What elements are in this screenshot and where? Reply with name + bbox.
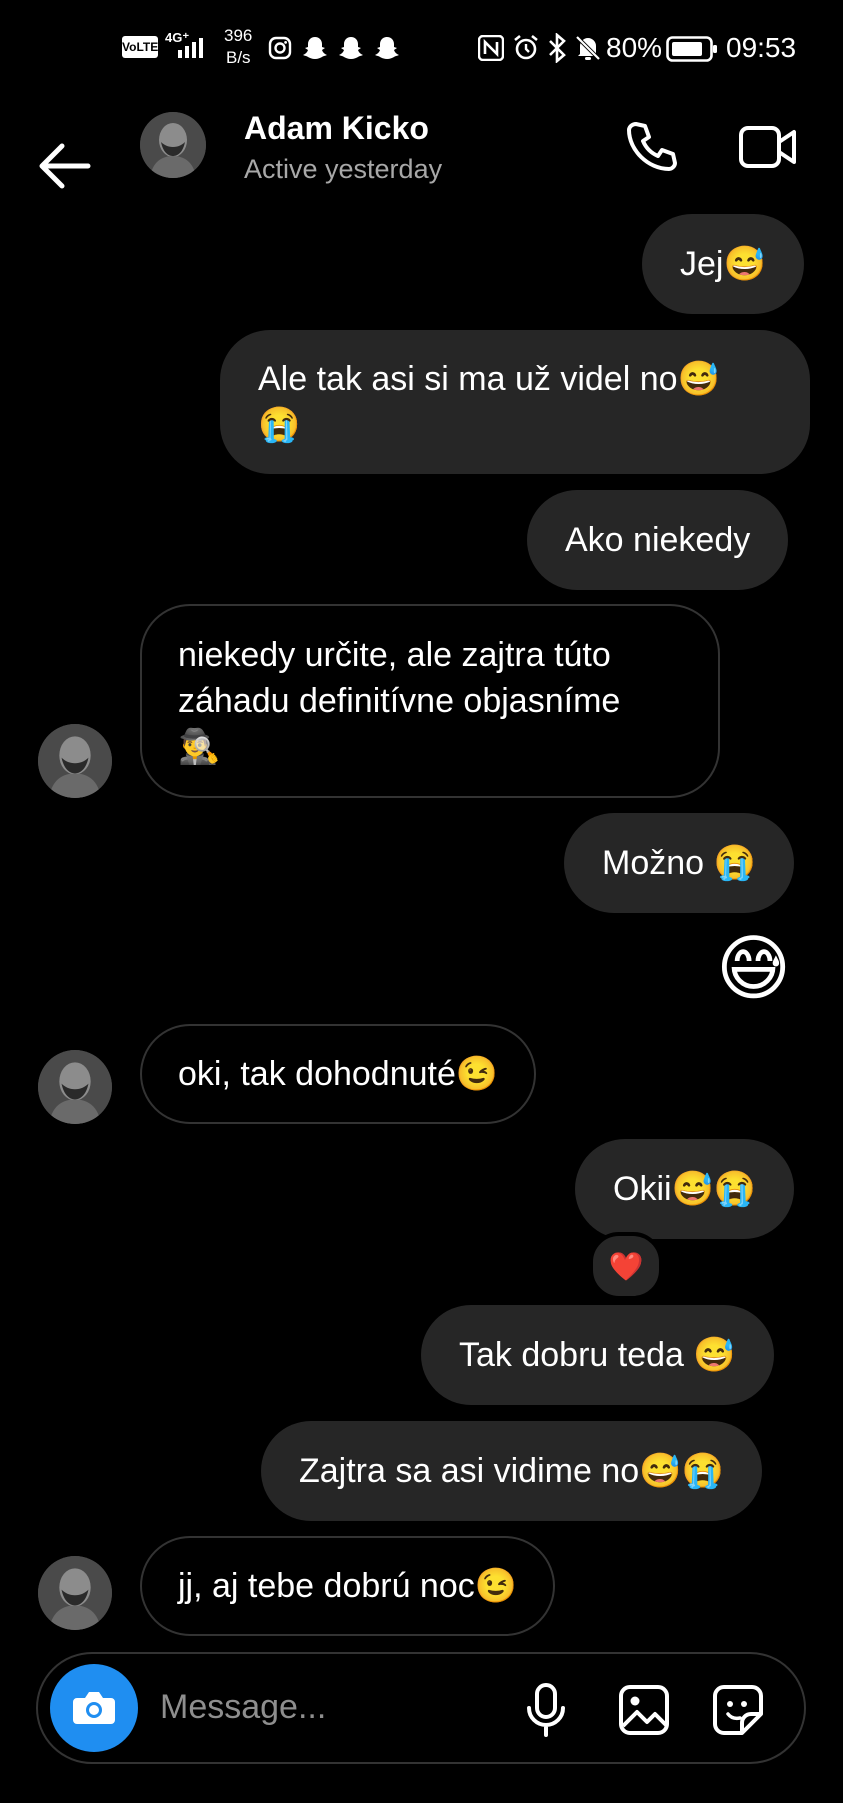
outgoing-message[interactable] (575, 1139, 794, 1239)
avatar-face-icon (38, 1556, 112, 1630)
battery-percent: 80% (606, 32, 663, 63)
outgoing-message[interactable] (261, 1421, 762, 1521)
message-text: niekedy určite, ale zajtra túto (178, 636, 611, 674)
heart-reaction[interactable] (589, 1232, 663, 1300)
avatar-face-icon (38, 1050, 112, 1124)
back-arrow-icon[interactable] (36, 138, 92, 194)
message-text: jj, aj tebe dobrú noc😉 (178, 1567, 518, 1605)
outgoing-message[interactable] (220, 330, 810, 474)
message-text: Jej😅 (680, 245, 766, 283)
contact-name[interactable]: Adam Kicko (244, 110, 429, 146)
voice-call-icon[interactable] (624, 120, 678, 174)
net-speed-value: 396 (224, 26, 253, 45)
gallery-icon[interactable] (618, 1684, 670, 1736)
sender-avatar[interactable] (38, 1050, 112, 1124)
battery-icon (666, 36, 718, 62)
message-input[interactable]: Message... (160, 1688, 327, 1726)
snapchat-icon (302, 35, 328, 61)
emoji-message[interactable]: 😅 (716, 926, 792, 1010)
message-text: Ako niekedy (565, 521, 751, 559)
snapchat-icon (374, 35, 400, 61)
outgoing-message[interactable] (527, 490, 788, 590)
message-text: Zajtra sa asi vidime no😅😭 (299, 1452, 724, 1490)
signal-icon (168, 34, 212, 60)
sender-avatar[interactable] (38, 724, 112, 798)
message-text: 😭 (258, 406, 301, 444)
video-call-icon[interactable] (738, 120, 798, 174)
camera-icon (71, 1688, 117, 1728)
network-type: 4G⁺ (165, 30, 190, 45)
mute-bell-icon (574, 34, 602, 62)
message-text: záhadu definitívne objasníme (178, 682, 621, 720)
message-text: Tak dobru teda 😅 (459, 1336, 736, 1374)
outgoing-message[interactable] (421, 1305, 774, 1405)
message-text: Možno 😭 (602, 844, 756, 882)
snapchat-icon (338, 35, 364, 61)
contact-avatar[interactable] (140, 112, 206, 178)
message-composer (36, 1652, 806, 1764)
message-text: 🕵️‍♂️ (178, 728, 221, 766)
sticker-icon[interactable] (712, 1684, 764, 1736)
incoming-message[interactable] (140, 604, 720, 798)
avatar-face-icon (38, 724, 112, 798)
camera-button[interactable] (50, 1664, 138, 1752)
heart-icon: ❤️ (608, 1249, 644, 1283)
outgoing-message[interactable] (642, 214, 804, 314)
incoming-message[interactable] (140, 1536, 555, 1636)
status-bar (0, 0, 843, 98)
incoming-message[interactable] (140, 1024, 536, 1124)
message-text: oki, tak dohodnuté😉 (178, 1055, 499, 1093)
clock: 09:53 (726, 32, 797, 63)
microphone-icon[interactable] (524, 1682, 568, 1738)
volte-badge: VoLTE (122, 36, 158, 58)
message-text: Okii😅😭 (613, 1170, 757, 1208)
sender-avatar[interactable] (38, 1556, 112, 1630)
nfc-icon (478, 35, 504, 61)
outgoing-message[interactable] (564, 813, 794, 913)
instagram-icon (268, 36, 292, 60)
bluetooth-icon (546, 33, 568, 63)
net-speed-unit: B/s (226, 48, 251, 67)
chat-header (0, 98, 843, 198)
avatar-face-icon (140, 112, 206, 178)
message-text: Ale tak asi si ma už videl no😅 (258, 360, 720, 398)
alarm-icon (512, 34, 540, 62)
contact-status: Active yesterday (244, 154, 443, 184)
